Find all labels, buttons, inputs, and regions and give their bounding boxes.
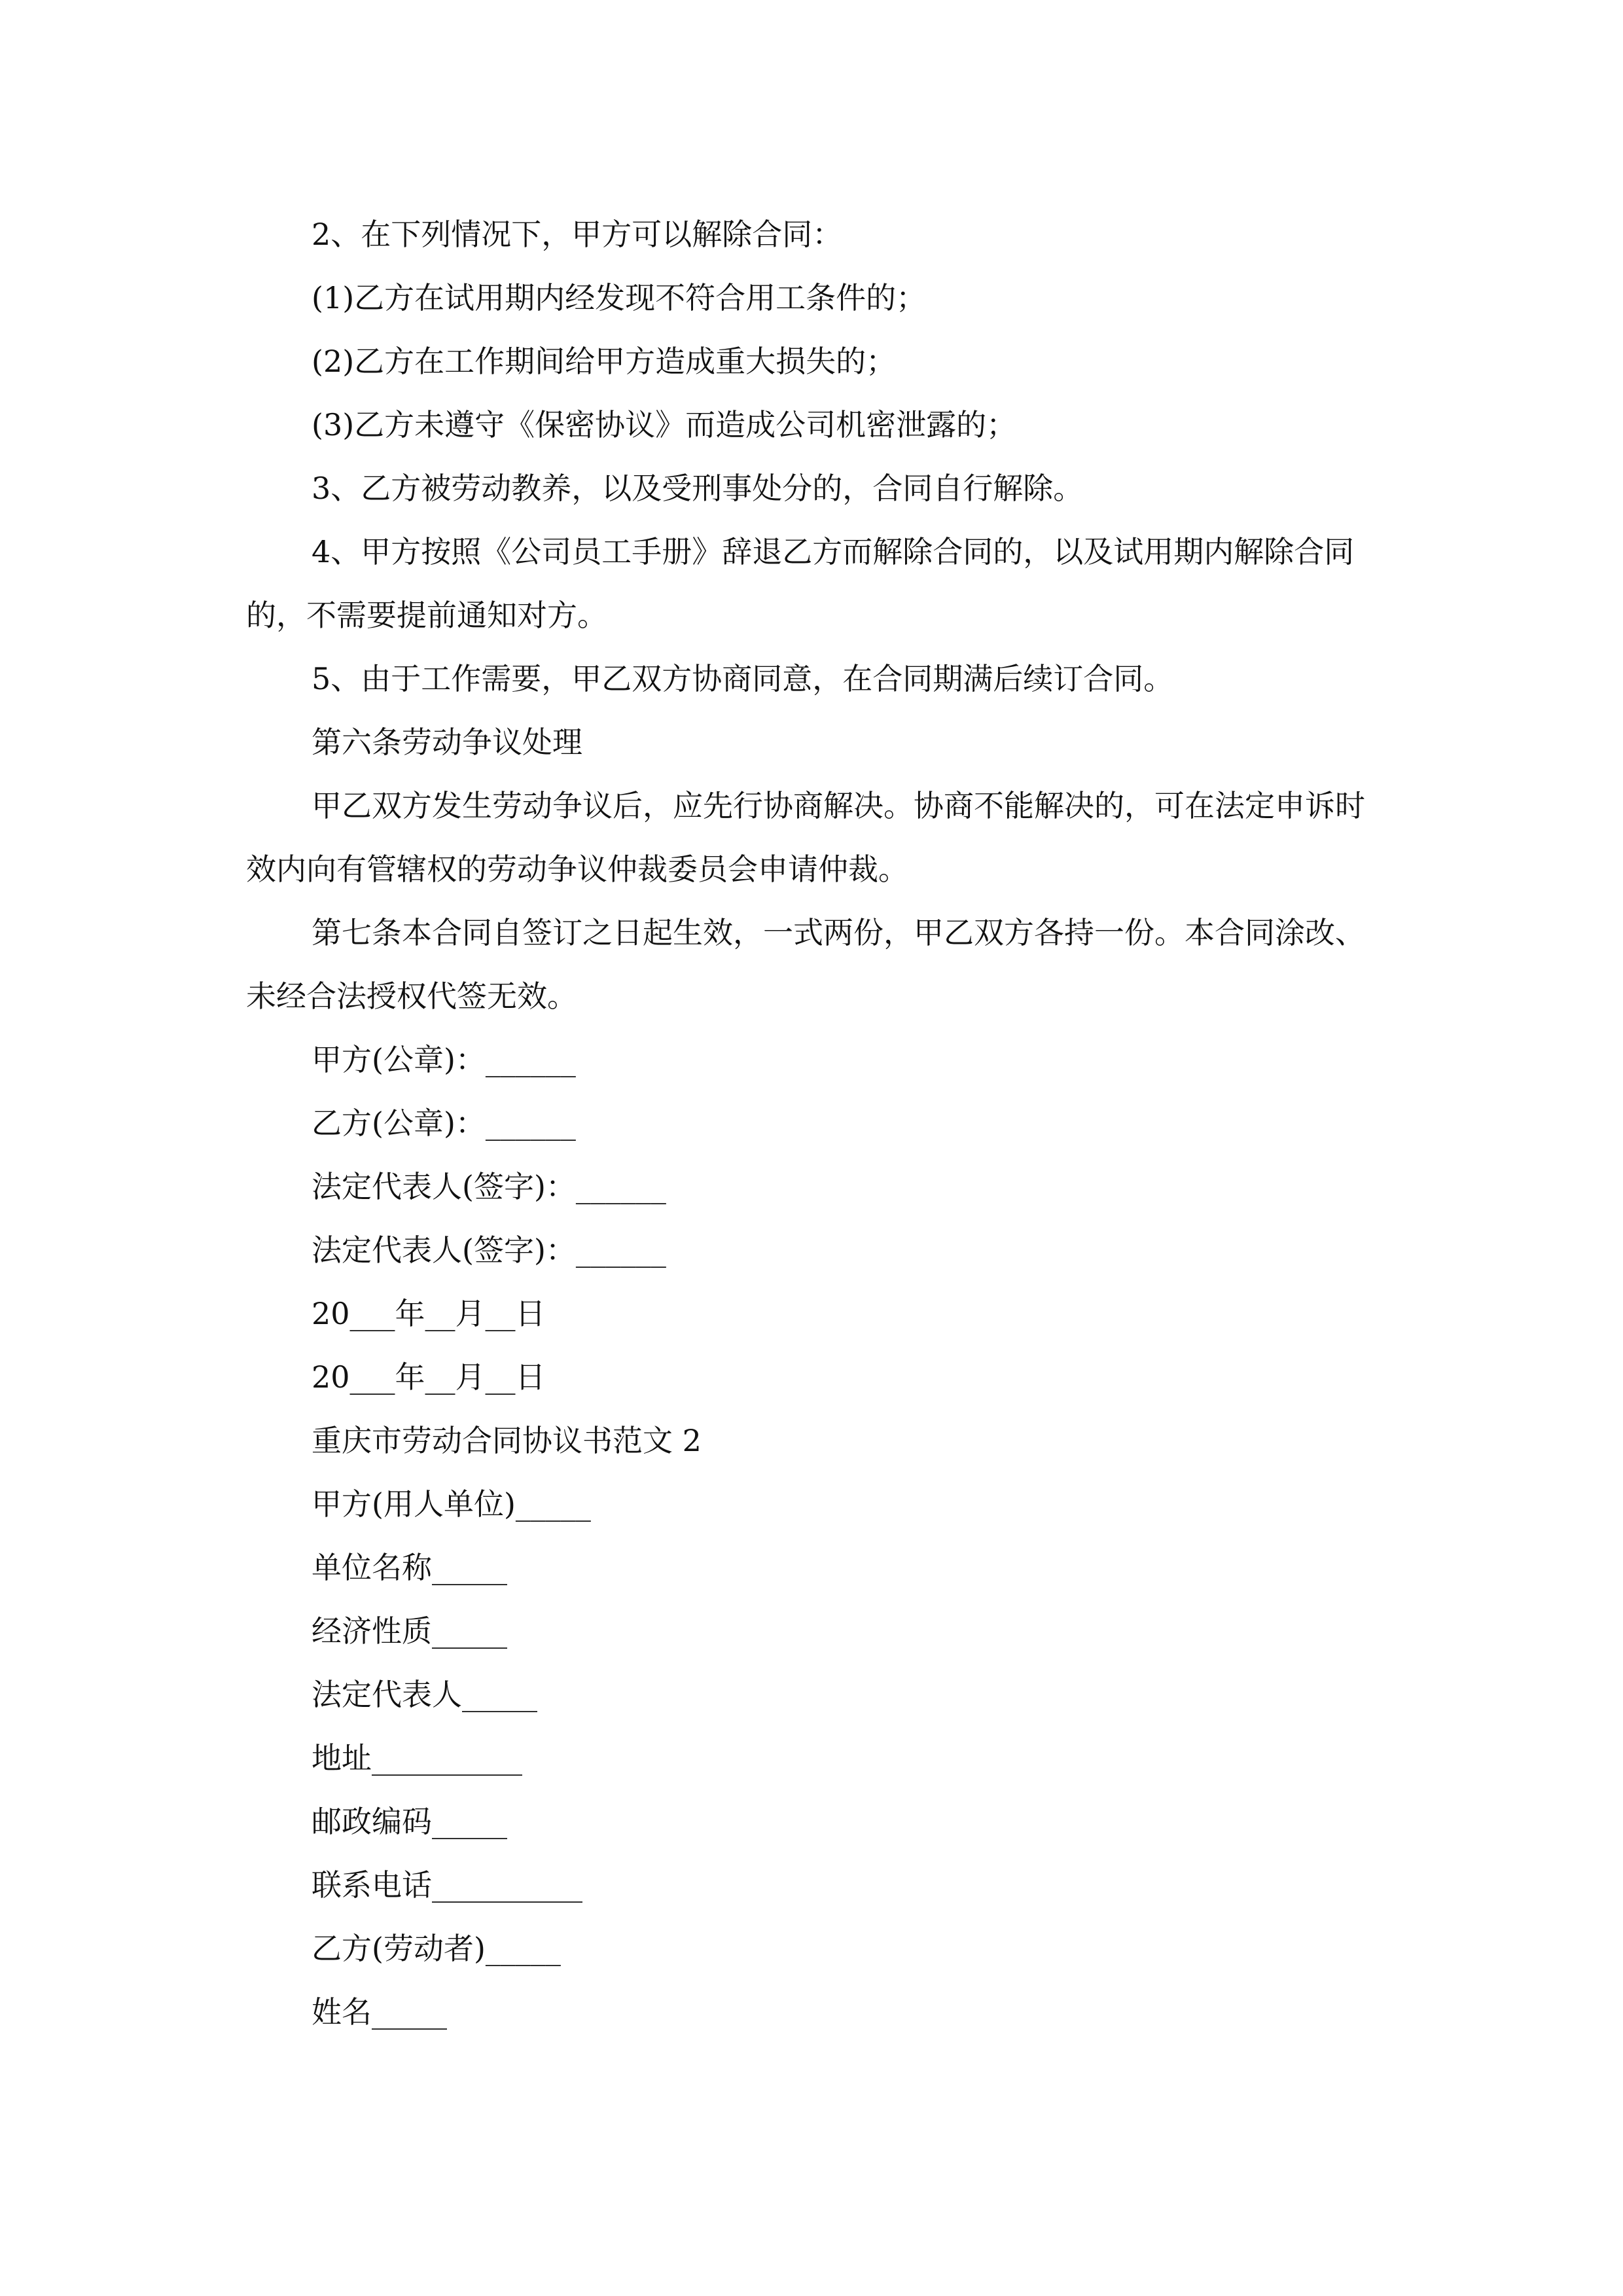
legal-representative-signature-line-2: 法定代表人(签字)：______	[312, 1232, 666, 1268]
condition-item-2: (2)乙方在工作期间给甲方造成重大损失的；	[312, 344, 897, 379]
condition-item-1: (1)乙方在试用期内经发现不符合用工条件的；	[312, 280, 927, 315]
clause-effective-date: 第七条本合同自签订之日起生效，一式两份，甲乙双方各持一份。本合同涂改、未经合法授权代签无效。	[246, 915, 1365, 1014]
unit-name-line: 单位名称_____	[312, 1550, 507, 1585]
clause-dispute-resolution: 甲乙双方发生劳动争议后，应先行协商解决。协商不能解决的，可在法定申诉时效内向有管辖权的劳动争议仲裁委员会申请仲裁。	[246, 788, 1365, 887]
address-line: 地址__________	[312, 1740, 522, 1776]
clause-automatic-termination: 3、乙方被劳动教养，以及受刑事处分的，合同自行解除。	[312, 471, 1084, 506]
phone-line: 联系电话__________	[312, 1867, 582, 1903]
section-heading-article-6: 第六条劳动争议处理	[312, 725, 582, 760]
clause-no-notice: 4、甲方按照《公司员工手册》辞退乙方而解除合同的，以及试用期内解除合同的，不需要提前通知对方。	[246, 534, 1355, 633]
condition-item-3: (3)乙方未遵守《保密协议》而造成公司机密泄露的；	[312, 407, 1017, 442]
legal-representative-line: 法定代表人_____	[312, 1677, 537, 1712]
legal-representative-signature-line-1: 法定代表人(签字)：______	[312, 1169, 666, 1204]
sample-title-2: 重庆市劳动合同协议书范文 2	[312, 1423, 702, 1458]
name-line: 姓名_____	[312, 1994, 447, 2030]
date-line-2: 20___年__月__日	[312, 1359, 546, 1395]
clause-termination-conditions: 2、在下列情况下，甲方可以解除合同：	[312, 217, 843, 252]
party-b-seal-line: 乙方(公章)：______	[312, 1105, 576, 1141]
document-body	[246, 203, 1385, 2044]
party-a-seal-line: 甲方(公章)：______	[312, 1042, 576, 1077]
economic-nature-line: 经济性质_____	[312, 1613, 507, 1649]
employee-line: 乙方(劳动者)_____	[312, 1931, 561, 1966]
postal-code-line: 邮政编码_____	[312, 1804, 507, 1839]
employer-line: 甲方(用人单位)_____	[312, 1486, 591, 1522]
date-line-1: 20___年__月__日	[312, 1296, 546, 1331]
clause-renewal: 5、由于工作需要，甲乙双方协商同意，在合同期满后续订合同。	[312, 661, 1174, 696]
